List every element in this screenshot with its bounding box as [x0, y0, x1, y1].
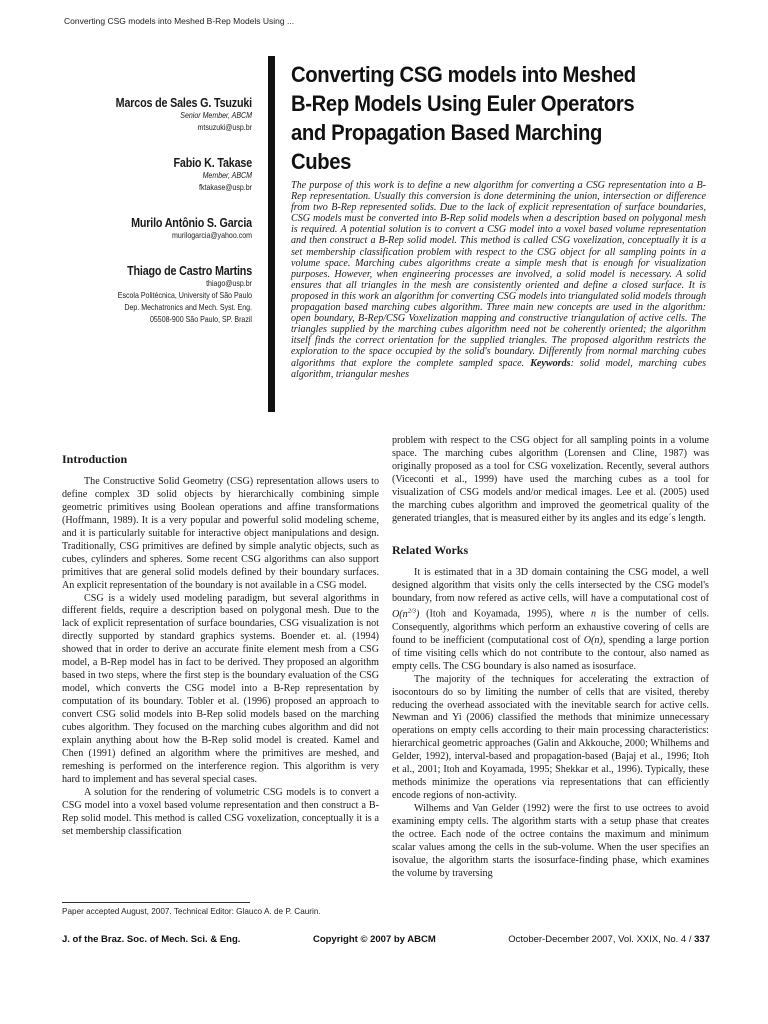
body-paragraph: The Constructive Solid Geometry (CSG) representation allows users to define complex 3D solid objects by hierarchically combining simple geometric primitives using Boolean operations and affine transformations (Hoffmann, 1989). It is a very popular and powerful solid modeling scheme, and it is particularly suitable for interactive object manipulations and design. Traditionally, CSG primitives are defined by simple analytic objects, such as cubes, cylinders and spheres. Some recent CSG algorithms can also support primitives that are general solid models defined by their boundary surfaces. An explicit representation of the boundary is not available in a CSG model.	[62, 475, 379, 591]
body-paragraph: The majority of the techniques for accelerating the extraction of isocontours do so by limiting the number of cells that are visited, thereby reducing the overhead associated with the inevitable search for active cells. Newman and Yi (2006) classified the methods that minimize unnecessary operations on empty cells according to their main processing characteristics: hierarchical geometric approaches (Galin and Akkouche, 2000; Whilhems and Gelder, 1992), interval-based and propagation-based (Bajaj et al., 1996; Itoh et al., 2001; Itoh and Koyamada, 1995; Shekkar et al., 1996). Typically, these methods minimize the operations via representations that can efficiently encode regions of non-activity.	[392, 673, 709, 802]
issue-info	[508, 934, 710, 945]
body-paragraph: CSG is a widely used modeling paradigm, but several algorithms in different fields, require a description based on polygonal mesh. Due to the lack of explicit representation of surface boundaries, CSG visualization is not directly supported by standard graphics systems. Boender et. al. (1994) showed that in order to derive an accurate finite element mesh from a CSG model, a B-Rep model has in fact to be derived. They proposed an algorithm based in two steps, where the first step is the boundary evaluation of the CSG model, which converts the CSG model into a B-Rep representation by computation of its boundary. Tobler et al. (1996) proposed an approach to convert CSG solid models into B-Rep solid models based on the marching cubes algorithm. They focused on the marching cubes algorithm and did not explain anything about how the B-Rep solid model is created. Kamel and Chen (1991) defined an algorithm where the primitives are meshed, and remeshing is performed on the interference region. This algorithm is very hard to implement and has several special cases.	[62, 592, 379, 785]
title-line: and Propagation Based Marching	[291, 120, 603, 145]
author-list	[64, 96, 252, 348]
cost-exponent: 2/3	[407, 607, 417, 615]
text-run: , spending a large portion of time visiting cells which do not contribute to the contour, also named as empty cells. The CSG boundary is also named as isosurface.	[392, 634, 709, 672]
section-heading-related-works: Related Works	[392, 542, 469, 557]
abstract	[291, 180, 706, 380]
author-name: Thiago de Castro Martins	[127, 264, 252, 278]
journal-name: J. of the Braz. Soc. of Mech. Sci. & Eng.	[62, 934, 241, 945]
author-name: Fabio K. Takase	[173, 156, 252, 170]
running-head: Converting CSG models into Meshed B-Rep Models Using ...	[64, 16, 295, 26]
author-membership: Member, ABCM	[202, 171, 252, 180]
text-run: is the number of cells. Consequently, algorithms which perform an exhaustive covering of cells are found to be inefficient (computational cost of	[392, 608, 710, 646]
author-department: Dep. Mechatronics and Mech. Syst. Eng.	[124, 303, 252, 312]
author-address: 05508-900 São Paulo, SP. Brazil	[149, 315, 252, 324]
cost-close: )	[416, 608, 420, 620]
author-block	[64, 96, 252, 134]
copyright: Copyright © 2007 by ABCM	[312, 934, 436, 945]
body-paragraph-continued: problem with respect to the CSG object for all sampling points in a volume space. The marching cubes algorithm (Lorensen and Cline, 1987) was originally proposed as a tool for CSG voxelization. Recently, several authors (Viceconti et al., 1999) have used the marching cubes as a tool for visualization of CSG models and/or medical images. Lee et al. (2005) used the marching cubes algorithm and improved the geometrical quality of the generated triangles, that is measured either by its angles and its edge´s length.	[392, 435, 709, 524]
title-line: B-Rep Models Using Euler Operators	[291, 91, 635, 116]
author-name: Murilo Antônio S. Garcia	[131, 216, 252, 230]
author-email: murilogarcia@yahoo.com	[172, 231, 252, 240]
title-line: Cubes	[291, 149, 352, 174]
title-divider-bar	[268, 56, 275, 412]
author-block	[64, 156, 252, 194]
author-email: thiago@usp.br	[206, 279, 252, 288]
paper-title	[291, 60, 731, 176]
keywords-list: : solid model, marching cubes algorithm, triangular meshes	[291, 357, 706, 380]
author-name: Marcos de Sales G. Tsuzuki	[115, 96, 252, 110]
footnote-rule	[62, 902, 250, 903]
page-number: 337	[694, 934, 710, 945]
right-column	[392, 435, 709, 881]
keywords-label: Keywords	[530, 357, 571, 369]
left-column	[62, 435, 379, 839]
section-heading-introduction: Introduction	[62, 452, 128, 466]
body-paragraph	[392, 567, 709, 674]
text-run: It is estimated that in a 3D domain containing the CSG model, a well designed algorithm that visits only the cells intersected by the CSG model's boundary, from now refered as active cells, will have a computational cost of	[392, 566, 709, 604]
text-run: (Itoh and Koyamada, 1995), where	[419, 608, 591, 620]
issue-text: October-December 2007, Vol. XXIX, No. 4 /	[508, 934, 695, 945]
cost-base: O(n	[392, 608, 408, 620]
author-affiliation: Escola Politécnica, University of São Paulo	[117, 291, 252, 300]
variable-n: n	[590, 608, 597, 620]
author-email: mtsuzuki@usp.br	[197, 123, 252, 132]
author-block	[64, 264, 252, 326]
body-paragraph: Wilhems and Van Gelder (1992) were the first to use octrees to avoid examining empty cells. The algorithm starts with a setup phase that creates the octree. Each node of the octree contains the maximum and minimum scalar values among the cells in the sub-volume. When the user specifies an isovalue, the algorithm starts the isosurface-finding phase, which examines the volume by traversing	[392, 803, 709, 879]
body-paragraph: A solution for the rendering of volumetric CSG models is to convert a CSG model into a voxel based volume representation and then construct a B-Rep solid model. This method is called CSG voxelization, conceptually it is a set membership classification	[62, 786, 379, 837]
author-email: fktakase@usp.br	[199, 183, 252, 192]
footnote: Paper accepted August, 2007. Technical Editor: Glauco A. de P. Caurin.	[62, 907, 321, 916]
cost-formula	[392, 609, 419, 620]
page-footer	[62, 934, 710, 945]
cost-on: O(n)	[583, 634, 603, 646]
author-membership: Senior Member, ABCM	[180, 111, 252, 120]
author-block	[64, 216, 252, 242]
abstract-text: The purpose of this work is to define a new algorithm for converting a CSG representation into a B-Rep representation. Usually this conversion is done determining the union, intersection or difference from two B-Rep represented solids. Due to the lack of explicit representation of surface boundaries, CSG models must be converted into B-Rep solid models when a description based on polygonal mesh is required. A potential solution is to convert a CSG model into a voxel based volume representation and then construct a B-Rep solid model. This method is called CSG voxelization, conceptually it is a set membership classification problem with respect to the CSG object for all sampling points in a volume space. Marching cubes algorithms create a simple mesh that is enough for visualization purposes. However, when engineering processes are involved, a solid model is necessary. A solid ensures that all triangles in the mesh are consistently oriented and define a closed surface. It is proposed in this work an algorithm for converting CSG models into triangulated solid models through propagation based marching cubes algorithm. Three main new concepts are used in the algorithm: open boundary, B-Rep/CSG Voxelization mapping and constructive triangulation of active cells. The triangles supplied by the marching cubes algorithm need not be coherently oriented; the algorithm itself finds the correct orientation for the supplied triangles. The proposed algorithm restricts the exploration to the space occupied by the solid's boundary. Differently from normal marching cubes algorithms that explore the complete sampled space.	[291, 180, 706, 369]
title-line: Converting CSG models into Meshed	[291, 62, 636, 87]
